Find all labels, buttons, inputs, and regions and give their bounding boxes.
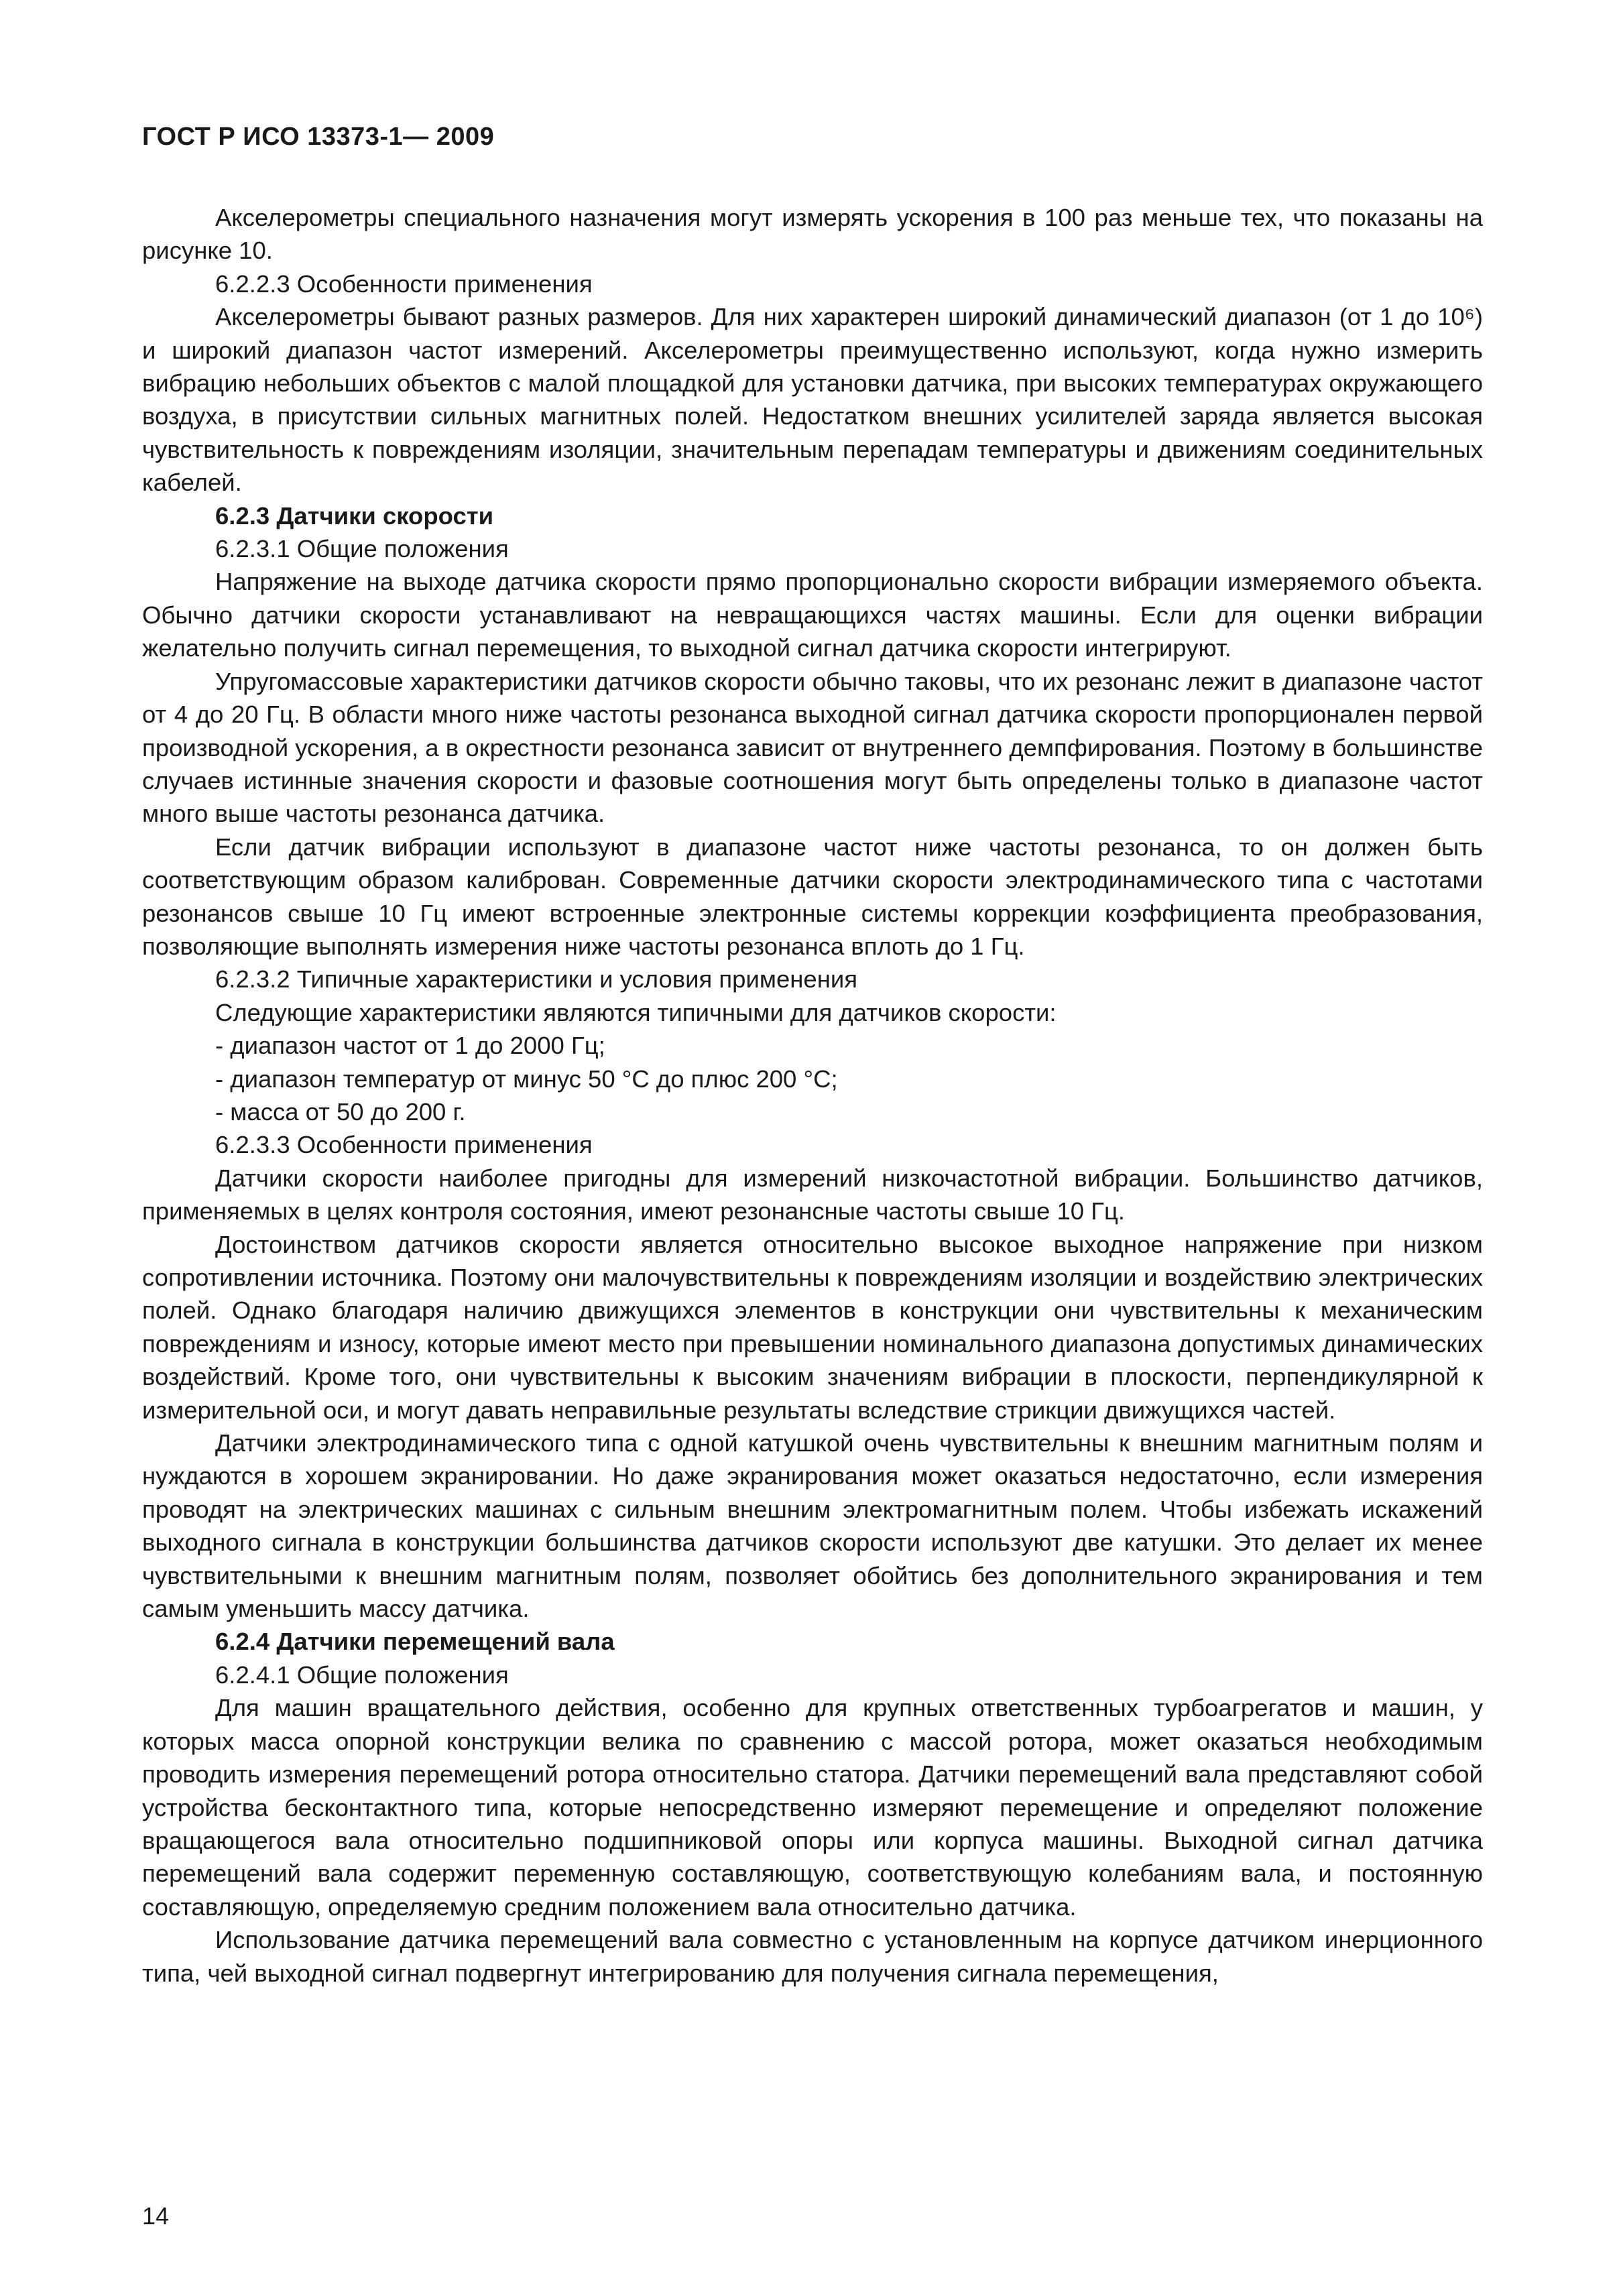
subsection-title: 6.2.3.2 Типичные характеристики и условия применения <box>215 965 858 993</box>
paragraph: Если датчик вибрации используют в диапазоне частот ниже частоты резонанса, то он должен быть соответствующим образом калиброван. Современные датчики скорости электродинамического типа с частотами резонансов свыше 10 Гц имеют встроенные электронные системы коррекции коэффициента преобразования, позволяющие выполнять измерения ниже частоты резонанса вплоть до 1 Гц. <box>142 833 1483 960</box>
paragraph: Датчики скорости наиболее пригодны для измерений низкочастотной вибрации. Большинство датчиков, применяемых в целях контроля состояния, имеют резонансные частоты свыше 10 Гц. <box>142 1164 1483 1225</box>
list-item: - диапазон температур от минус 50 °С до плюс 200 °С; <box>215 1065 838 1093</box>
paragraph: Акселерометры специального назначения могут измерять ускорения в 100 раз меньше тех, что показаны на рисунке 10. <box>142 204 1483 265</box>
paragraph: Достоинством датчиков скорости является относительно высокое выходное напряжение при низком сопротивлении источника. Поэтому они малочувствительны к повреждениям изоляции и воздействию электрических полей. Однако благодаря наличию движущихся элементов в конструкции они чувствительны к механическим повреждениям и износу, которые имеют место при превышении номинального диапазона допустимых динамических воздействий. Кроме того, они чувствительны к высоким значениям вибрации в плоскости, перпендикулярной к измерительной оси, и могут давать неправильные результаты вследствие стрикции движущихся частей. <box>142 1230 1483 1424</box>
subsection-title: 6.2.3.3 Особенности применения <box>215 1131 593 1159</box>
subsection-title: 6.2.2.3 Особенности применения <box>215 269 593 298</box>
page-number: 14 <box>142 2202 170 2230</box>
standard-designation: ГОСТ Р ИСО 13373-1— 2009 <box>142 123 495 151</box>
subsection-title: 6.2.3.1 Общие положения <box>215 535 509 563</box>
document-body <box>142 201 1483 1990</box>
paragraph: Для машин вращательного действия, особенно для крупных ответственных турбоагрегатов и машин, у которых масса опорной конструкции велика по сравнению с массой ротора, может оказаться необходимым проводить измерения перемещений ротора относительно статора. Датчики перемещений вала представляют собой устройства бесконтактного типа, которые непосредственно измеряют перемещение и определяют положение вращающегося вала относительно подшипниковой опоры или корпуса машины. Выходной сигнал датчика перемещений вала содержит переменную составляющую, соответствующую колебаниям вала, и постоянную составляющую, определяемую средним положением вала относительно датчика. <box>142 1694 1483 1921</box>
paragraph: Следующие характеристики являются типичными для датчиков скорости: <box>215 998 1057 1026</box>
list-item: - масса от 50 до 200 г. <box>215 1097 466 1126</box>
section-heading: 6.2.4 Датчики перемещений вала <box>215 1628 615 1656</box>
paragraph: Акселерометры бывают разных размеров. Для них характерен широкий динамический диапазон (от 1 до 10⁶) и широкий диапазон частот измерений. Акселерометры преимущественно используют, когда нужно измерить вибрацию небольших объектов с малой площадкой для установки датчика, при высоких температурах окружающего воздуха, в присутствии сильных магнитных полей. Недостатком внешних усилителей заряда является высокая чувствительность к повреждениям изоляции, значительным перепадам температуры и движениям соединительных кабелей. <box>142 303 1483 497</box>
paragraph: Использование датчика перемещений вала совместно с установленным на корпусе датчиком инерционного типа, чей выходной сигнал подвергнут интегрированию для получения сигнала перемещения, <box>142 1926 1483 1987</box>
paragraph: Напряжение на выходе датчика скорости прямо пропорционально скорости вибрации измеряемого объекта. Обычно датчики скорости устанавливают на невращающихся частях машины. Если для оценки вибрации желательно получить сигнал перемещения, то выходной сигнал датчика скорости интегрируют. <box>142 568 1483 662</box>
section-heading: 6.2.3 Датчики скорости <box>215 501 494 530</box>
subsection-title: 6.2.4.1 Общие положения <box>215 1660 509 1689</box>
list-item: - диапазон частот от 1 до 2000 Гц; <box>215 1032 605 1060</box>
paragraph: Датчики электродинамического типа с одной катушкой очень чувствительны к внешним магнитным полям и нуждаются в хорошем экранировании. Но даже экранирования может оказаться недостаточно, если измерения проводят на электрических машинах с сильным внешним электромагнитным полем. Чтобы избежать искажений выходного сигнала в конструкции большинства датчиков скорости используют две катушки. Это делает их менее чувствительными к внешним магнитным полям, позволяет обойтись без дополнительного экранирования и тем самым уменьшить массу датчика. <box>142 1429 1483 1623</box>
paragraph: Упругомассовые характеристики датчиков скорости обычно таковы, что их резонанс лежит в диапазоне частот от 4 до 20 Гц. В области много ниже частоты резонанса выходной сигнал датчика скорости пропорционален первой производной ускорения, а в окрестности резонанса зависит от внутреннего демпфирования. Поэтому в большинстве случаев истинные значения скорости и фазовые соотношения могут быть определены только в диапазоне частот много выше частоты резонанса датчика. <box>142 667 1483 828</box>
